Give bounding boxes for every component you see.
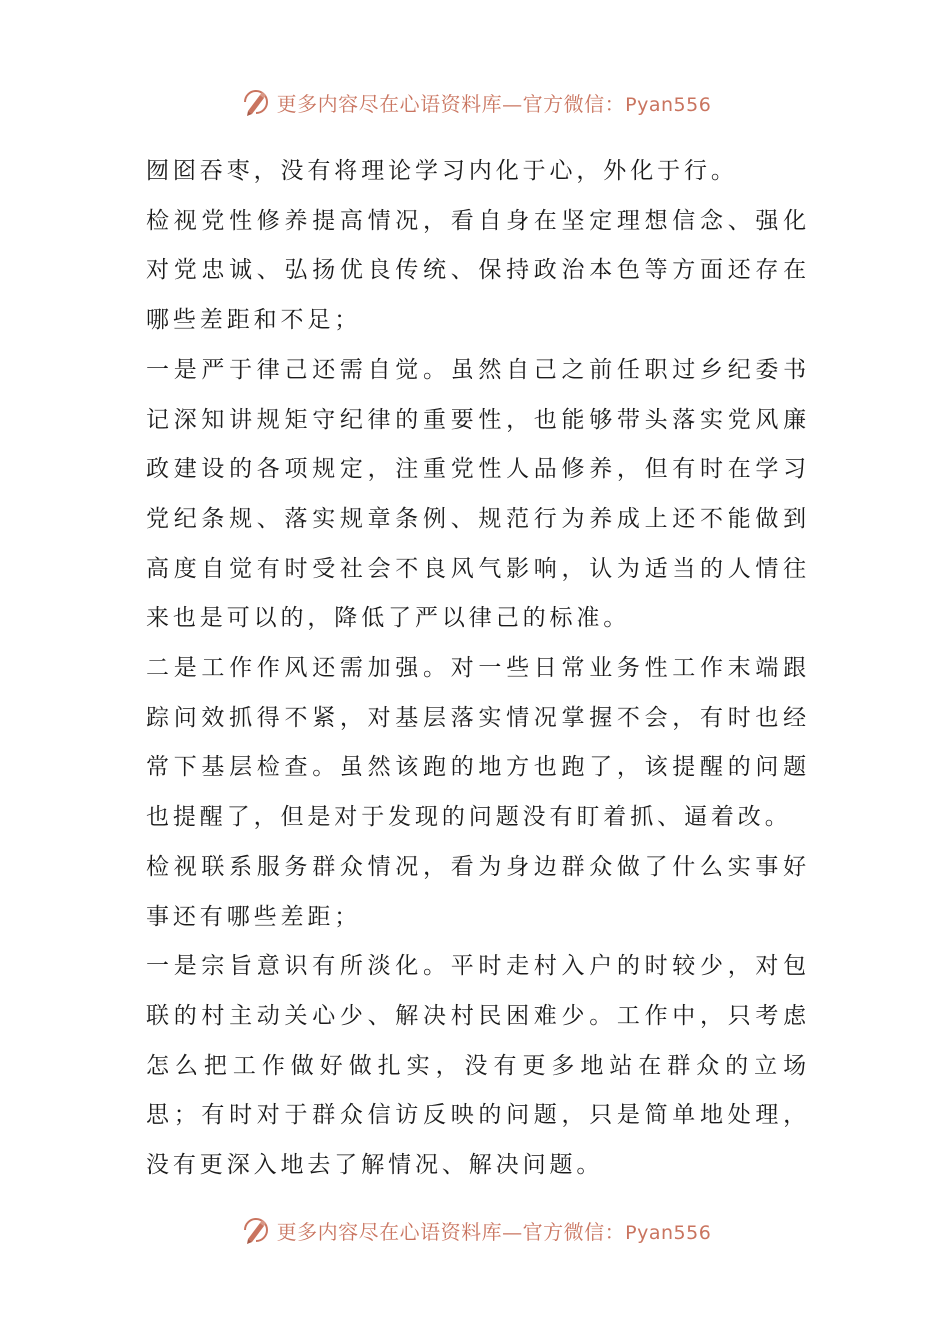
paragraph-5: 检视联系服务群众情况，看为身边群众做了什么实事好事还有哪些差距； [146, 853, 810, 930]
header-wechat-id: Pyan556 [625, 93, 712, 116]
paragraph-3: 一是严于律己还需自觉。虽然自己之前任职过乡纪委书记深知讲规矩守纪律的重要性，也能够带头落实党风廉政建设的各项规定，注重党性人品修养，但有时在学习党纪条规、落实规章条例、规范行为养成上还不能做到高度自觉有时受社会不良风气影响，认为适当的人情往来也是可以的，降低了严以律己的标准。 [146, 356, 810, 632]
header-banner-text: 更多内容尽在心语资料库—官方微信：Pyan556 [276, 91, 712, 116]
paragraph-1: 囫囵吞枣，没有将理论学习内化于心，外化于行。 [146, 158, 738, 184]
pen-nib-icon [239, 85, 273, 119]
footer-banner-text: 更多内容尽在心语资料库—官方微信：Pyan556 [276, 1219, 712, 1244]
document-body [146, 147, 810, 1191]
footer-banner [0, 1210, 950, 1250]
pen-nib-icon [239, 1213, 273, 1247]
footer-wechat-id: Pyan556 [625, 1221, 712, 1244]
paragraph-2: 检视党性修养提高情况，看自身在坚定理想信念、强化对党忠诚、弘扬优良传统、保持政治本色等方面还存在哪些差距和不足； [146, 207, 810, 334]
paragraph-4: 二是工作作风还需加强。对一些日常业务性工作末端跟踪问效抓得不紧，对基层落实情况掌握不会，有时也经常下基层检查。虽然该跑的地方也跑了，该提醒的问题也提醒了，但是对于发现的问题没有盯着抓、逼着改。 [146, 655, 810, 831]
paragraph-6: 一是宗旨意识有所淡化。平时走村入户的时较少，对包联的村主动关心少、解决村民困难少。工作中，只考虑怎么把工作做好做扎实，没有更多地站在群众的立场思；有时对于群众信访反映的问题，只是简单地处理，没有更深入地去了解情况、解决问题。 [146, 953, 810, 1179]
header-banner [0, 82, 950, 122]
